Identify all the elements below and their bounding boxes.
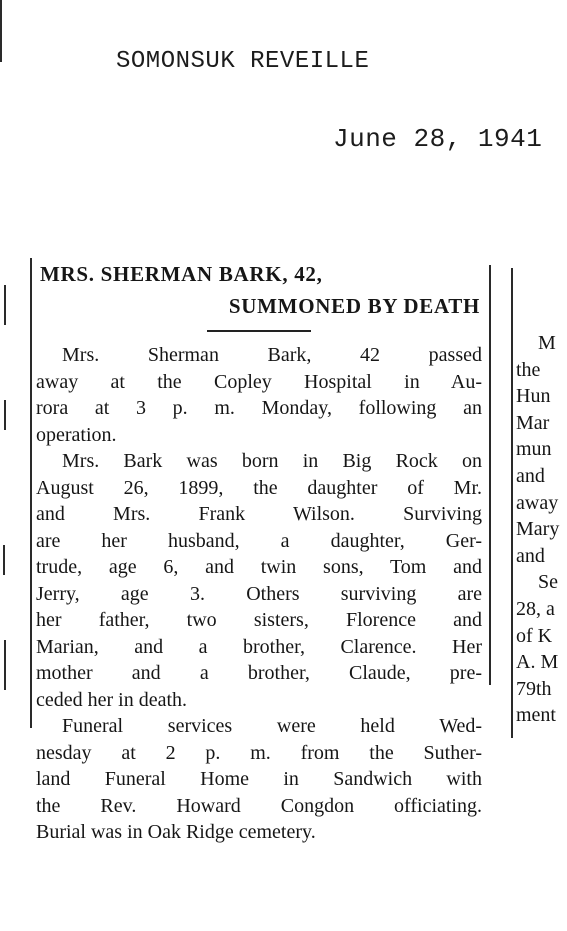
left-margin-rule	[0, 0, 2, 62]
article-line: mother and a brother, Claude, pre-	[36, 662, 482, 684]
left-edge-mark	[4, 640, 6, 690]
adjacent-line: mun	[516, 438, 552, 461]
adjacent-line: Mary	[516, 518, 560, 541]
article-line: her father, two sisters, Florence and	[36, 609, 482, 631]
article-line: Mrs. Bark was born in Big Rock on	[62, 450, 482, 472]
adjacent-line: and	[516, 544, 545, 567]
publication-date: June 28, 1941	[333, 124, 543, 154]
article-line: nesday at 2 p. m. from the Suther-	[36, 741, 482, 764]
adjacent-column-fragment	[516, 330, 559, 729]
headline-line-2: SUMMONED BY DEATH	[228, 294, 480, 318]
adjacent-line: of K	[516, 624, 553, 647]
left-edge-mark	[4, 400, 6, 430]
adjacent-line: Mar	[516, 411, 550, 434]
article-line: Mrs. Sherman Bark, 42 passed	[62, 344, 482, 366]
headline-line-1: MRS. SHERMAN BARK, 42,	[40, 262, 323, 286]
left-edge-mark	[4, 285, 6, 325]
article-line: are her husband, a daughter, Ger-	[36, 529, 482, 552]
adjacent-line: 28, a	[516, 597, 555, 620]
publication-name: SOMONSUK REVEILLE	[116, 48, 370, 75]
adjacent-line: A. M	[516, 651, 559, 674]
adjacent-line: 79th	[516, 677, 552, 700]
left-column-rule	[30, 258, 32, 728]
article-line: away at the Copley Hospital in Au-	[36, 370, 482, 393]
article-line: Marian, and a brother, Clarence. Her	[36, 635, 482, 658]
article-line: ceded her in death.	[36, 688, 188, 711]
article-column	[36, 258, 482, 846]
adjacent-line: and	[516, 464, 545, 487]
left-edge-mark	[3, 545, 5, 575]
headline-divider	[207, 330, 311, 332]
article-line: and Mrs. Frank Wilson. Surviving	[36, 503, 482, 525]
article-line: land Funeral Home in Sandwich with	[36, 768, 482, 790]
article-line: August 26, 1899, the daughter of Mr.	[36, 476, 482, 499]
article-line: Burial was in Oak Ridge cemetery.	[36, 821, 316, 843]
article-line: Funeral services were held Wed-	[62, 715, 482, 737]
adjacent-line: away	[516, 491, 559, 514]
adjacent-line: ment	[516, 704, 556, 727]
article-line: rora at 3 p. m. Monday, following an	[36, 397, 482, 419]
adjacent-line: M	[538, 332, 556, 354]
article-line: Jerry, age 3. Others surviving are	[36, 582, 482, 605]
article-line: operation.	[36, 423, 117, 446]
adjacent-line: Hun	[516, 385, 551, 408]
adjacent-column-rule	[511, 268, 513, 738]
article-line: the Rev. Howard Congdon officiating.	[36, 794, 482, 817]
adjacent-line: the	[516, 358, 541, 381]
article-line: trude, age 6, and twin sons, Tom and	[36, 556, 482, 578]
adjacent-line: Se	[538, 571, 558, 594]
right-column-rule	[489, 265, 491, 685]
